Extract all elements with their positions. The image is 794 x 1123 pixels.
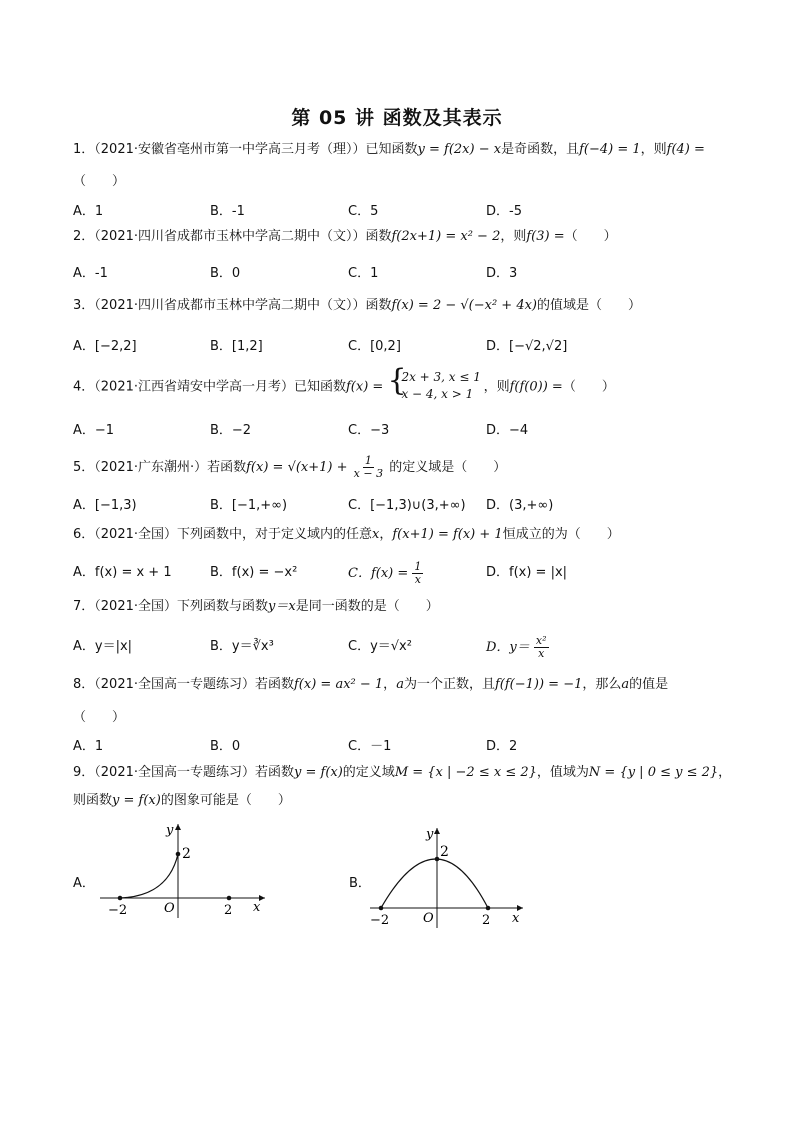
point-neg2 — [379, 906, 384, 911]
option-c[interactable]: C．[−1,3)∪(3,+∞) — [348, 498, 466, 513]
question-6-options — [73, 561, 733, 587]
option-d[interactable]: D．y＝ $\frac{\text{x²}}{x}$ — [486, 634, 547, 660]
question-1-options — [73, 200, 733, 220]
question-2-options — [73, 262, 733, 282]
point-neg2 — [118, 896, 123, 901]
option-a[interactable]: A．y＝|x| — [73, 639, 133, 654]
fraction: $\frac{1}{x - 3}$ — [353, 454, 384, 480]
option-d[interactable]: D．[−√2,√2] — [486, 339, 568, 354]
question-6: 6．（2021·全国）下列函数中，对于定义域内的任意x，f(x+1) = f(x) + 1恒成立的为（ ） — [73, 527, 620, 542]
option-b[interactable]: B．[−1,+∞) — [210, 498, 288, 513]
question-5-options — [73, 494, 733, 514]
option-c[interactable]: C．[0,2] — [348, 339, 401, 354]
question-8: 8．（2021·全国高一专题练习）若函数f(x) = ax² − 1，a为一个正数，且f(f(−1)) = −1，那么a的值是 — [73, 677, 669, 692]
option-d[interactable]: D．2 — [486, 739, 518, 754]
graph-a-label[interactable]: A． — [73, 876, 95, 891]
question-7: 7．（2021·全国）下列函数与函数y＝x是同一函数的是（ ） — [73, 599, 439, 614]
graph-a[interactable] — [100, 818, 280, 923]
option-a[interactable]: A．f(x) = x + 1 — [73, 565, 172, 580]
graph-b[interactable] — [370, 822, 540, 930]
option-b[interactable]: B．0 — [210, 739, 241, 754]
curve — [381, 859, 488, 908]
question-8-paren: （ ） — [73, 710, 126, 725]
origin-label: O — [164, 901, 175, 916]
brace-icon: { — [387, 363, 407, 398]
option-a[interactable]: A．−1 — [73, 423, 115, 438]
question-1: 1．（2021·安徽省亳州市第一中学高三月考（理））已知函数y = f(2x) − x是奇函数，且f(−4) = 1，则f(4) = — [73, 142, 705, 157]
option-c[interactable]: C．1 — [348, 266, 379, 281]
option-b[interactable]: B．-1 — [210, 204, 245, 219]
question-7-options — [73, 635, 733, 661]
option-b[interactable]: B．−2 — [210, 423, 252, 438]
point-top — [176, 852, 181, 857]
pos2-label: 2 — [224, 903, 233, 918]
option-a[interactable]: A．[−1,3) — [73, 498, 137, 513]
option-d[interactable]: D．−4 — [486, 423, 529, 438]
point-top — [435, 857, 440, 862]
question-8-options — [73, 735, 733, 755]
point-pos2 — [486, 906, 491, 911]
option-b[interactable]: B．f(x) = −x² — [210, 565, 298, 580]
option-a[interactable]: A．[−2,2] — [73, 339, 137, 354]
question-9-line2: 则函数y = f(x)的图象可能是（ ） — [73, 793, 291, 808]
question-3: 3．（2021·四川省成都市玉林中学高二期中（文））函数f(x) = 2 − √(−x² + 4x)的值域是（ ） — [73, 298, 642, 313]
neg2-label: −2 — [108, 903, 128, 918]
option-a[interactable]: A．1 — [73, 204, 104, 219]
neg2-label: −2 — [370, 913, 390, 928]
graph-b-label[interactable]: B． — [349, 876, 371, 891]
question-1-paren: （ ） — [73, 174, 126, 189]
option-d[interactable]: D．(3,+∞) — [486, 498, 554, 513]
option-c[interactable]: C．f(x) = $\frac{1}{x}$ — [348, 560, 422, 586]
origin-label: O — [423, 911, 434, 926]
point-pos2 — [227, 896, 232, 901]
question-4: 4．（2021·江西省靖安中学高一月考）已知函数f(x) = { 2x + 3, x ≤ 1 x − 4, x > 1 ，则f(f(0)) =（ ） — [73, 363, 615, 401]
fraction: $\frac{1}{x}$ — [414, 560, 422, 586]
piecewise-brace: { 2x + 3, x ≤ 1 x − 4, x > 1 — [387, 363, 481, 401]
question-9: 9．（2021·全国高一专题练习）若函数y = f(x)的定义域M = {x | −2 ≤ x ≤ 2}，值域为N = {y | 0 ≤ y ≤ 2}， — [73, 765, 732, 780]
curve — [120, 854, 178, 898]
x-label: x — [512, 911, 520, 926]
option-b[interactable]: B．y＝∛x³ — [210, 639, 274, 654]
option-c[interactable]: C．−3 — [348, 423, 390, 438]
fraction: $\frac{\text{x²}}{x}$ — [535, 634, 547, 660]
page-title: 第 05 讲 函数及其表示 — [291, 107, 503, 129]
question-4-options — [73, 419, 733, 439]
option-c[interactable]: C．－1 — [348, 739, 392, 754]
y-label: y — [426, 827, 434, 842]
top-label: 2 — [440, 844, 449, 860]
option-d[interactable]: D．-5 — [486, 204, 522, 219]
question-3-options — [73, 335, 733, 355]
top-label: 2 — [182, 846, 191, 862]
question-2: 2．（2021·四川省成都市玉林中学高二期中（文））函数f(2x+1) = x² − 2，则f(3) =（ ） — [73, 229, 617, 244]
option-c[interactable]: C．y＝√x² — [348, 639, 412, 654]
option-d[interactable]: D．f(x) = |x| — [486, 565, 568, 580]
option-a[interactable]: A．1 — [73, 739, 104, 754]
option-a[interactable]: A．-1 — [73, 266, 108, 281]
y-label: y — [166, 823, 174, 838]
option-d[interactable]: D．3 — [486, 266, 518, 281]
pos2-label: 2 — [482, 913, 491, 928]
x-label: x — [253, 900, 261, 915]
option-b[interactable]: B．0 — [210, 266, 241, 281]
option-c[interactable]: C．5 — [348, 204, 379, 219]
option-b[interactable]: B．[1,2] — [210, 339, 263, 354]
question-5: 5．（2021·广东潮州·）若函数f(x) = √(x+1) + $\frac{1}{x - 3}$ 的定义域是（ ） — [73, 454, 507, 480]
